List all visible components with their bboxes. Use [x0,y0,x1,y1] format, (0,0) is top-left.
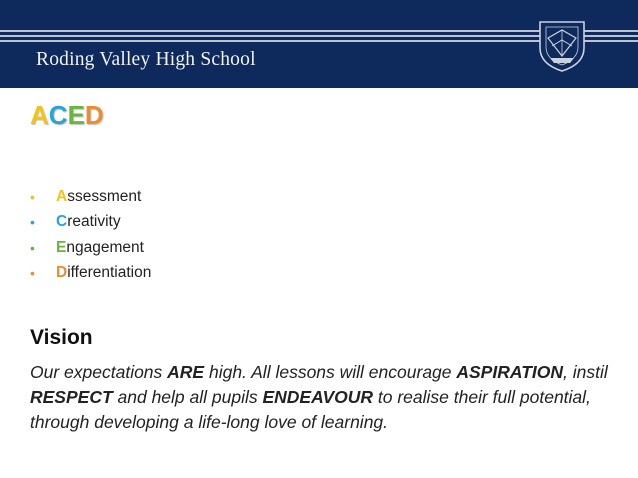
header-banner [0,0,638,88]
vision-emphasis: ARE [167,362,205,382]
title-letter-e: E [67,100,85,130]
school-name: Roding Valley High School [36,49,256,70]
vision-text-segment: and help all pupils [112,387,263,407]
title-letter-a: A [30,100,49,130]
list-item-creativity [30,210,151,236]
vision-emphasis: ENDEAVOUR [262,387,374,407]
initial-letter: A [56,187,68,205]
word-rest: ngagement [66,238,144,256]
list-item-assessment [30,184,151,210]
title-letter-d: D [84,100,104,130]
initial-letter: E [56,238,67,256]
bullet: • [30,188,35,205]
vision-text-segment: Our expectations [30,362,168,382]
aced-list [30,184,151,286]
vision-statement [30,360,620,435]
list-item-engagement [30,235,151,261]
initial-letter: D [56,264,68,282]
bullet: • [30,214,35,231]
vision-emphasis: ASPIRATION [456,362,563,382]
vision-heading: Vision [30,326,93,349]
vision-text-segment: to realise their full potential, through developing a life-long love of learning. [30,387,591,432]
vision-emphasis: RESPECT [30,387,113,407]
list-item-differentiation [30,261,151,287]
bullet: • [30,239,35,256]
vision-text-segment: , instil [563,362,608,382]
bullet: • [30,265,35,282]
initial-letter: C [56,213,68,231]
word-rest: ifferentiation [67,264,152,282]
vision-text-segment: high. All lessons will encourage [204,362,457,382]
school-crest-icon [536,18,588,74]
title-letter-c: C [48,100,68,130]
word-rest: reativity [67,213,121,231]
aced-title [30,100,104,131]
word-rest: ssessment [67,187,142,205]
